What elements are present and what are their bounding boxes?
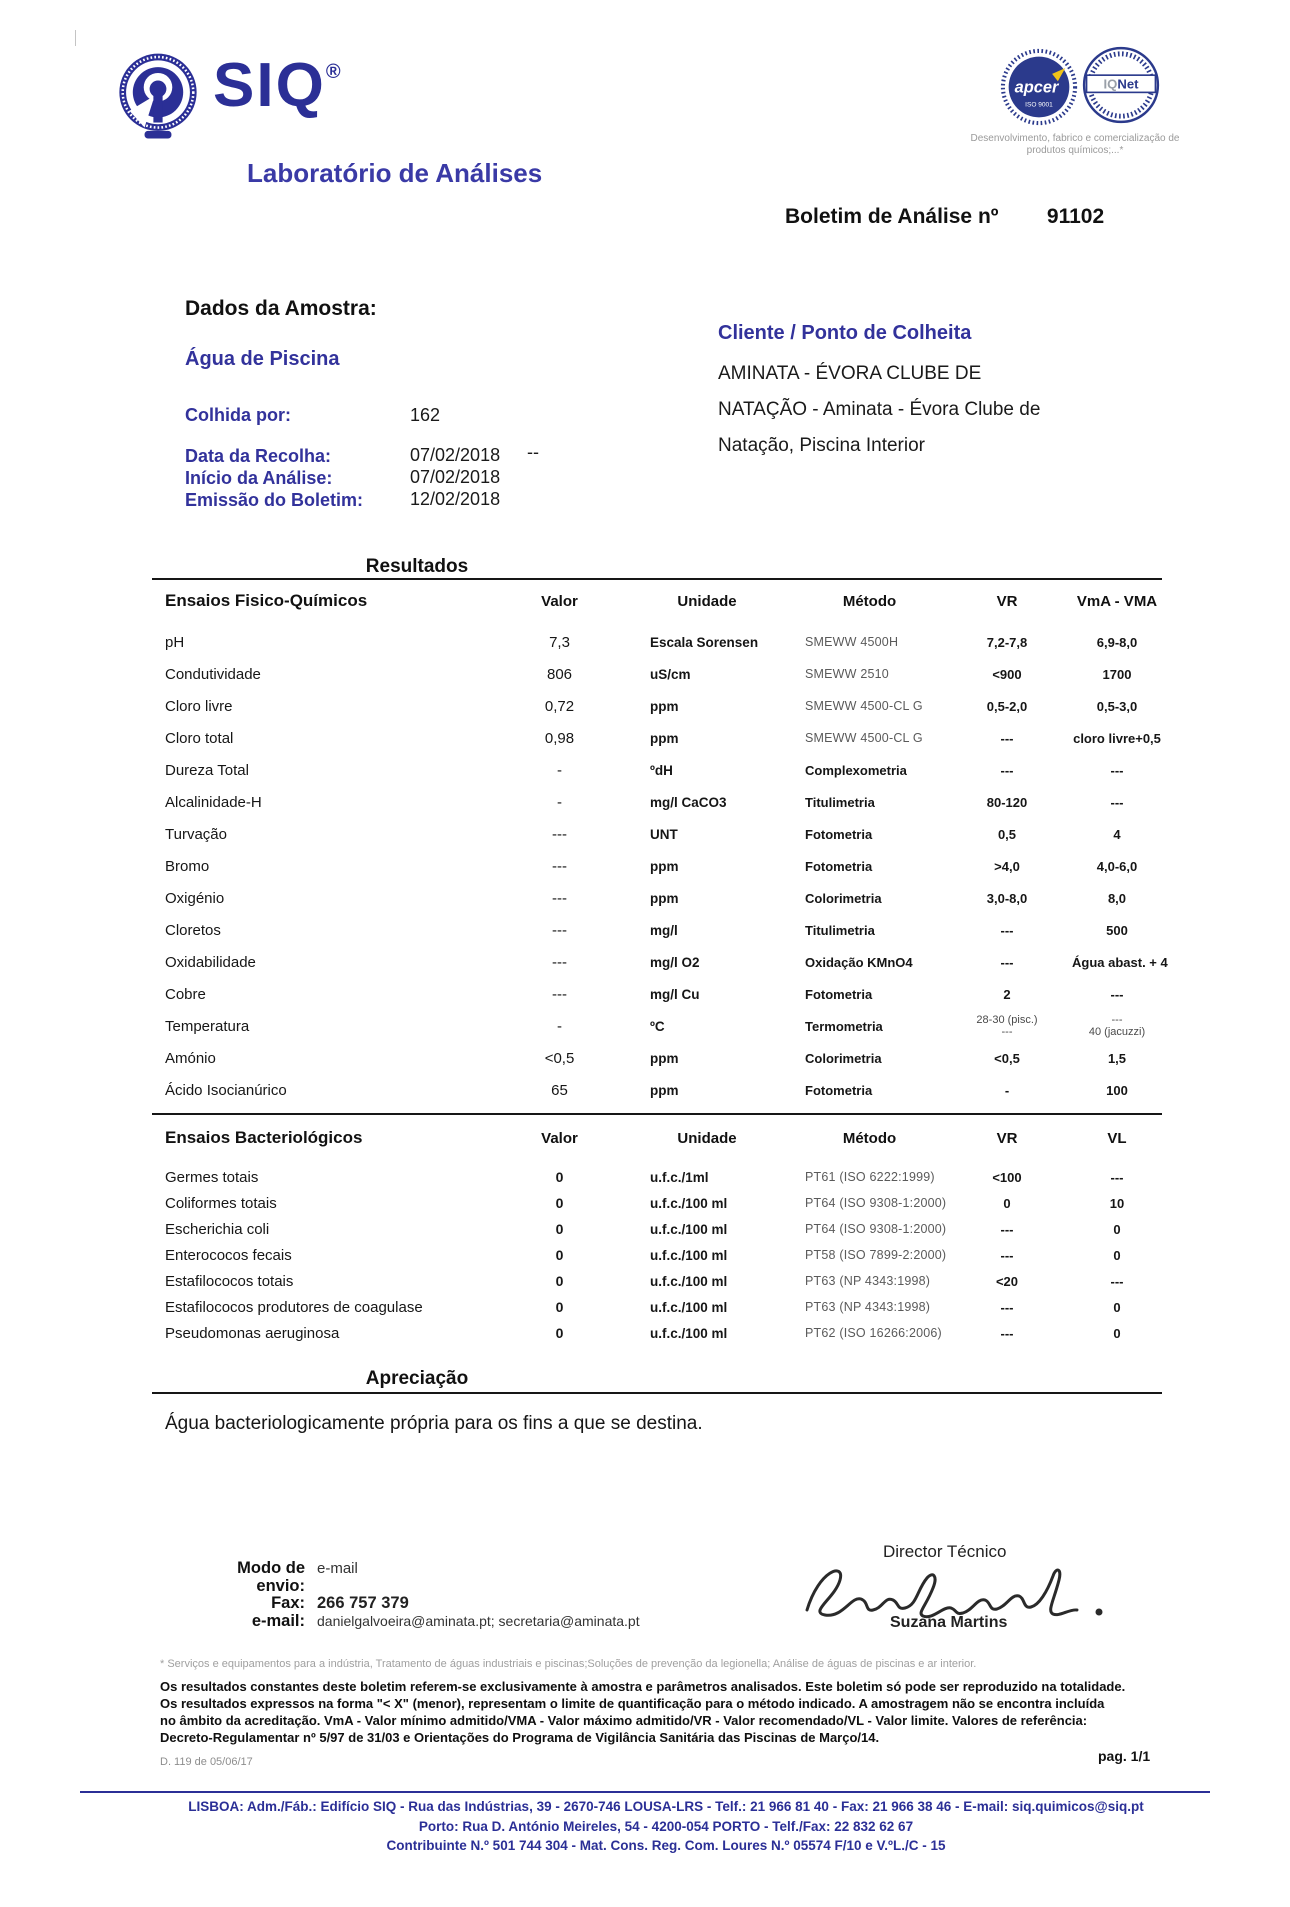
table-cell: SMEWW 2510 [805, 667, 889, 681]
table-cell: 0 [1003, 1195, 1011, 1211]
table-cell: <20 [995, 1273, 1019, 1289]
table-cell: ºdH [650, 762, 673, 778]
table-cell: --- [1000, 922, 1014, 938]
table-cell: Ácido Isocianúrico [165, 1081, 287, 1099]
dispatch-fax-row [190, 1595, 640, 1613]
col-header: Método [842, 592, 897, 610]
appraisal-title: Apreciação [365, 1368, 469, 1389]
table-cell: Termometria [805, 1018, 883, 1034]
table-cell: 806 [546, 665, 573, 683]
table-cell: --- [1110, 1169, 1124, 1185]
client-section-title: Cliente / Ponto de Colheita [718, 322, 972, 344]
table-cell: Colorimetria [805, 890, 882, 906]
table-cell: PT63 (NP 4343:1998) [805, 1300, 931, 1314]
table-cell: 0 [1113, 1221, 1121, 1237]
bacterio-table [152, 1113, 1162, 1353]
table-row [152, 1010, 1162, 1042]
table-cell: Escala Sorensen [650, 634, 759, 650]
table-cell: u.f.c./100 ml [650, 1299, 728, 1315]
results-title: Resultados [365, 556, 469, 577]
text-line: Porto: Rua D. António Meireles, 54 - 4200-054 PORTO - Telf./Fax: 22 832 62 67 [418, 1818, 914, 1834]
table-cell: - [1004, 1082, 1010, 1098]
table-cell: Dureza Total [165, 761, 249, 779]
table-cell: 0,5-3,0 [1096, 698, 1138, 714]
text-line: Os resultados constantes deste boletim referem-se exclusivamente à amostra e parâmetros analisados. Este boletim só pode ser reproduzido na totalidade. [160, 1679, 1126, 1694]
table-cell: --- [552, 889, 567, 907]
registered-mark: ® [325, 61, 343, 83]
table-cell: Turvação [165, 825, 227, 843]
services-footnote: * Serviços e equipamentos para a indústria, Tratamento de águas industriais e piscinas;Soluções de prevenção da legionella; Análise de águas de piscinas e ar interior. [160, 1658, 977, 1670]
table-cell: --- [1000, 954, 1014, 970]
table-cell: Condutividade [165, 665, 261, 683]
table-cell: 4,0-6,0 [1096, 858, 1138, 874]
table-cell: --- 40 (jacuzzi) [1088, 1013, 1146, 1038]
table-cell: --- [1110, 1273, 1124, 1289]
table-cell: SMEWW 4500-CL G [805, 699, 923, 713]
table-row [152, 1320, 1162, 1346]
table-cell: --- [1110, 794, 1124, 810]
table-cell: 0,5 [997, 826, 1017, 842]
text-line: AMINATA - ÉVORA CLUBE DE [718, 363, 982, 384]
table-cell: - [557, 761, 562, 779]
table-cell: Germes totais [165, 1168, 259, 1186]
table-cell: 0 [555, 1299, 564, 1315]
table-cell: Oxidabilidade [165, 953, 256, 971]
siq-logo-icon [116, 50, 200, 153]
table-cell: u.f.c./100 ml [650, 1273, 728, 1289]
table-cell: --- [552, 921, 567, 939]
table-cell: cloro livre+0,5 [1073, 730, 1161, 746]
table-cell: Cloro livre [165, 697, 233, 715]
physchem-header-row [152, 586, 1162, 616]
text-line: LISBOA: Adm./Fáb.: Edifício SIQ - Rua das Indústrias, 39 - 2670-746 LOUSA-LRS - Telf.: 21 966 81 40 - Fax: 21 966 38 46 - E-mail: siq.quimicos@siq.pt [188, 1799, 1144, 1814]
table-cell: <0,5 [544, 1049, 575, 1067]
table-cell: --- [1000, 1221, 1014, 1237]
table-cell: --- [552, 953, 567, 971]
table-cell: Estafilococos totais [165, 1272, 294, 1290]
cert-caption [945, 133, 1205, 157]
table-cell: Complexometria [805, 762, 907, 778]
table-cell: 7,2-7,8 [986, 634, 1028, 650]
siq-logo-graphic [116, 50, 200, 148]
table-row [152, 850, 1162, 882]
table-cell: Titulimetria [805, 794, 875, 810]
table-cell: 6,9-8,0 [1096, 634, 1138, 650]
table-cell: Fotometria [805, 858, 873, 874]
analysis-start-label: Início da Análise: [185, 468, 333, 488]
table-cell: Alcalinidade-H [165, 793, 262, 811]
apcer-cert-icon [998, 46, 1080, 133]
table-cell: 2 [1003, 986, 1011, 1002]
table-row [152, 1164, 1162, 1190]
sample-type: Água de Piscina [185, 348, 340, 370]
table-cell: - [557, 1017, 562, 1035]
table-cell: --- [552, 985, 567, 1003]
table-cell: 8,0 [1107, 890, 1127, 906]
collection-date-value: 07/02/2018 [410, 445, 501, 465]
table-cell: Cloro total [165, 729, 234, 747]
table-cell: <100 [992, 1169, 1022, 1185]
table-cell: 0 [1113, 1247, 1121, 1263]
table-cell: 500 [1106, 922, 1128, 938]
logo-text: SIQ [213, 51, 326, 120]
table-cell: pH [165, 633, 185, 651]
table-cell: 28-30 (pisc.) --- [976, 1013, 1038, 1038]
table-cell: Oxigénio [165, 889, 225, 907]
issue-date-value: 12/02/2018 [410, 489, 501, 509]
table-cell: Oxidação KMnO4 [805, 954, 913, 970]
table-cell: Escherichia coli [165, 1220, 270, 1238]
table-cell: 0,72 [544, 697, 575, 715]
page-number: pag. 1/1 [1098, 1748, 1151, 1764]
bulletin-label: Boletim de Análise nº [785, 205, 999, 228]
rule-line [152, 1113, 1162, 1115]
table-cell: PT58 (ISO 7899-2:2000) [805, 1248, 947, 1262]
svg-text:ISO 9001: ISO 9001 [1025, 101, 1053, 109]
table-cell: 7,3 [549, 633, 570, 651]
table-row [152, 914, 1162, 946]
doc-reference: D. 119 de 05/06/17 [160, 1756, 253, 1768]
dispatch-mode-value: e-mail [317, 1560, 358, 1577]
table-cell: mg/l [650, 922, 678, 938]
table-cell: --- [552, 857, 567, 875]
table-cell: 0 [1113, 1325, 1121, 1341]
appraisal-text: Água bacteriologicamente própria para os fins a que se destina. [165, 1413, 703, 1434]
table-row [152, 1294, 1162, 1320]
dispatch-email-value: danielgalvoeira@aminata.pt; secretaria@aminata.pt [317, 1612, 640, 1629]
table-cell: ppm [650, 698, 679, 714]
table-cell: u.f.c./100 ml [650, 1195, 728, 1211]
table-cell: --- [1000, 762, 1014, 778]
table-cell: 0,5-2,0 [986, 698, 1028, 714]
table-cell: mg/l O2 [650, 954, 700, 970]
table-cell: Fotometria [805, 986, 873, 1002]
table-cell: --- [1110, 986, 1124, 1002]
table-cell: mg/l CaCO3 [650, 794, 727, 810]
table-cell: 0 [555, 1273, 564, 1289]
table-row [152, 818, 1162, 850]
table-row [152, 1190, 1162, 1216]
table-cell: --- [1000, 1325, 1014, 1341]
table-row [152, 1074, 1162, 1106]
sample-section-title: Dados da Amostra: [185, 297, 377, 320]
table-cell: Cobre [165, 985, 206, 1003]
signatory-role: Director Técnico [883, 1542, 1007, 1561]
col-header: Unidade [677, 592, 737, 610]
client-name [718, 356, 1138, 464]
text-line: Natação, Piscina Interior [718, 435, 925, 456]
footer-rule [80, 1791, 1210, 1793]
col-header: Valor [541, 592, 578, 610]
table-cell: Água abast. + 4 [1072, 954, 1168, 970]
table-cell: PT64 (ISO 9308-1:2000) [805, 1222, 947, 1236]
siq-wordmark [213, 51, 343, 120]
table-cell: PT61 (ISO 6222:1999) [805, 1170, 935, 1184]
table-row [152, 1042, 1162, 1074]
table-cell: Cloretos [165, 921, 221, 939]
physchem-rows [152, 626, 1168, 1106]
table-cell: >4,0 [994, 858, 1020, 874]
table-cell: Pseudomonas aeruginosa [165, 1324, 340, 1342]
table-row [152, 626, 1162, 658]
table-cell: 1,5 [1107, 1050, 1127, 1066]
footer-address [152, 1797, 1180, 1856]
col-header: Valor [541, 1129, 578, 1147]
legal-note [160, 1679, 1170, 1747]
dispatch-block [190, 1560, 640, 1630]
dispatch-fax-label: Fax: [271, 1594, 305, 1612]
table-row [152, 882, 1162, 914]
table-cell: mg/l Cu [650, 986, 700, 1002]
table-row [152, 1242, 1162, 1268]
table-cell: 10 [1109, 1195, 1125, 1211]
table-cell: Titulimetria [805, 922, 875, 938]
table-cell: u.f.c./100 ml [650, 1325, 728, 1341]
col-header: Unidade [677, 1129, 737, 1147]
table-cell: SMEWW 4500H [805, 635, 899, 649]
table-cell: PT62 (ISO 16266:2006) [805, 1326, 942, 1340]
table-row [152, 658, 1162, 690]
rule-line [152, 1392, 1162, 1394]
table-cell: <900 [992, 666, 1022, 682]
table-cell: 0 [555, 1195, 564, 1211]
col-header: VR [996, 1129, 1018, 1147]
table-cell: 0 [555, 1221, 564, 1237]
table-cell: u.f.c./1ml [650, 1169, 709, 1185]
iqnet-cert-icon [1080, 44, 1162, 131]
table-cell: 0 [555, 1325, 564, 1341]
table-cell: Fotometria [805, 826, 873, 842]
iqnet-iq: IQ [1103, 76, 1118, 92]
dispatch-email-label: e-mail: [251, 1611, 305, 1630]
col-header: Ensaios Bacteriológicos [165, 1128, 363, 1147]
table-row [152, 690, 1162, 722]
cert-caption-line: Desenvolvimento, fabrico e comercialização de [970, 133, 1180, 144]
table-row [152, 1268, 1162, 1294]
table-cell: 100 [1106, 1082, 1128, 1098]
table-cell: --- [1110, 762, 1124, 778]
table-cell: Fotometria [805, 1082, 873, 1098]
table-cell: --- [552, 825, 567, 843]
table-cell: SMEWW 4500-CL G [805, 731, 923, 745]
table-cell: ppm [650, 890, 679, 906]
bulletin-number: 91102 [1046, 205, 1105, 228]
table-cell: Colorimetria [805, 1050, 882, 1066]
table-cell: Estafilococos produtores de coagulase [165, 1298, 423, 1316]
iqnet-net: Net [1117, 76, 1139, 92]
svg-text:apcer: apcer [1014, 78, 1059, 97]
table-cell: <0,5 [994, 1050, 1020, 1066]
svg-text:IQNet [1104, 77, 1140, 92]
table-row [152, 722, 1162, 754]
table-cell: ppm [650, 858, 679, 874]
table-cell: 1700 [1102, 666, 1132, 682]
collected-by-label: Colhida por: [185, 405, 291, 425]
table-cell: u.f.c./100 ml [650, 1247, 728, 1263]
appraisal-section [152, 1368, 1162, 1458]
text-line: Os resultados expressos na forma "< X" (menor), representam o limite de quantificação para o método indicado. A amostragem não se encontra incluída [160, 1695, 1105, 1711]
col-header: VR [996, 592, 1018, 610]
lab-subtitle: Laboratório de Análises [247, 158, 543, 188]
table-row [152, 754, 1162, 786]
table-row [152, 786, 1162, 818]
table-cell: u.f.c./100 ml [650, 1221, 728, 1237]
text-line: no âmbito da acreditação. VmA - Valor mínimo admitido/VMA - Valor máximo admitido/VR - Valor recomendado/VL - Valor limite. Valores de referência: [160, 1712, 1088, 1728]
signatory-name: Suzana Martins [890, 1614, 1008, 1631]
table-cell: uS/cm [650, 666, 691, 682]
table-cell: 0 [555, 1169, 564, 1185]
table-cell: 4 [1113, 826, 1121, 842]
table-cell: ºC [650, 1018, 665, 1034]
table-cell: 0 [555, 1247, 564, 1263]
table-cell: ppm [650, 1050, 679, 1066]
col-header: VL [1107, 1129, 1127, 1147]
collection-date-label: Data da Recolha: [185, 446, 332, 466]
table-row [152, 946, 1168, 978]
table-cell: --- [1000, 730, 1014, 746]
text-line: Contribuinte N.º 501 744 304 - Mat. Cons. Reg. Com. Loures N.º 05574 F/10 e V.ºL./C - 15 [386, 1838, 946, 1853]
analysis-start-value: 07/02/2018 [410, 467, 501, 487]
col-header: Método [842, 1129, 897, 1147]
table-cell: --- [1000, 1299, 1014, 1315]
rule-line [152, 578, 1162, 580]
col-header: VmA - VMA [1076, 592, 1158, 610]
table-cell: --- [1000, 1247, 1014, 1263]
table-cell: 0,98 [544, 729, 575, 747]
issue-date-label: Emissão do Boletim: [185, 490, 364, 510]
bacterio-header-row [152, 1123, 1162, 1153]
table-cell: Coliformes totais [165, 1194, 277, 1212]
table-cell: - [557, 793, 562, 811]
table-cell: 65 [551, 1081, 568, 1099]
collected-by-value: 162 [410, 405, 441, 425]
table-cell: PT64 (ISO 9308-1:2000) [805, 1196, 947, 1210]
bacterio-rows [152, 1164, 1162, 1346]
table-cell: Amónio [165, 1049, 216, 1067]
table-cell: Temperatura [165, 1017, 250, 1035]
table-cell: 0 [1113, 1299, 1121, 1315]
cert-caption-line: produtos químicos;...* [1026, 145, 1124, 156]
col-header: Ensaios Fisico-Químicos [165, 591, 368, 610]
table-row [152, 1216, 1162, 1242]
table-cell: Enterococos fecais [165, 1246, 292, 1264]
dispatch-mode-label: Modo de envio: [237, 1559, 305, 1595]
table-row [152, 978, 1162, 1010]
collection-date-note: -- [527, 442, 539, 462]
table-cell: PT63 (NP 4343:1998) [805, 1274, 931, 1288]
table-cell: ppm [650, 730, 679, 746]
dispatch-fax-value: 266 757 379 [317, 1594, 409, 1612]
text-line: Decreto-Regulamentar nº 5/97 de 31/03 e Orientações do Programa de Vigilância Sanitária das Piscinas de Março/14. [160, 1729, 880, 1745]
table-cell: ppm [650, 1082, 679, 1098]
table-cell: 3,0-8,0 [986, 890, 1028, 906]
table-cell: UNT [650, 826, 678, 842]
dispatch-email-row [190, 1613, 640, 1631]
table-cell: 80-120 [986, 794, 1028, 810]
table-cell: Bromo [165, 857, 210, 875]
text-line: NATAÇÃO - Aminata - Évora Clube de [718, 399, 1041, 420]
physchem-table [152, 556, 1168, 1113]
scan-artifact [75, 30, 76, 46]
dispatch-mode-row [190, 1560, 640, 1595]
bulletin-header [785, 205, 1104, 229]
